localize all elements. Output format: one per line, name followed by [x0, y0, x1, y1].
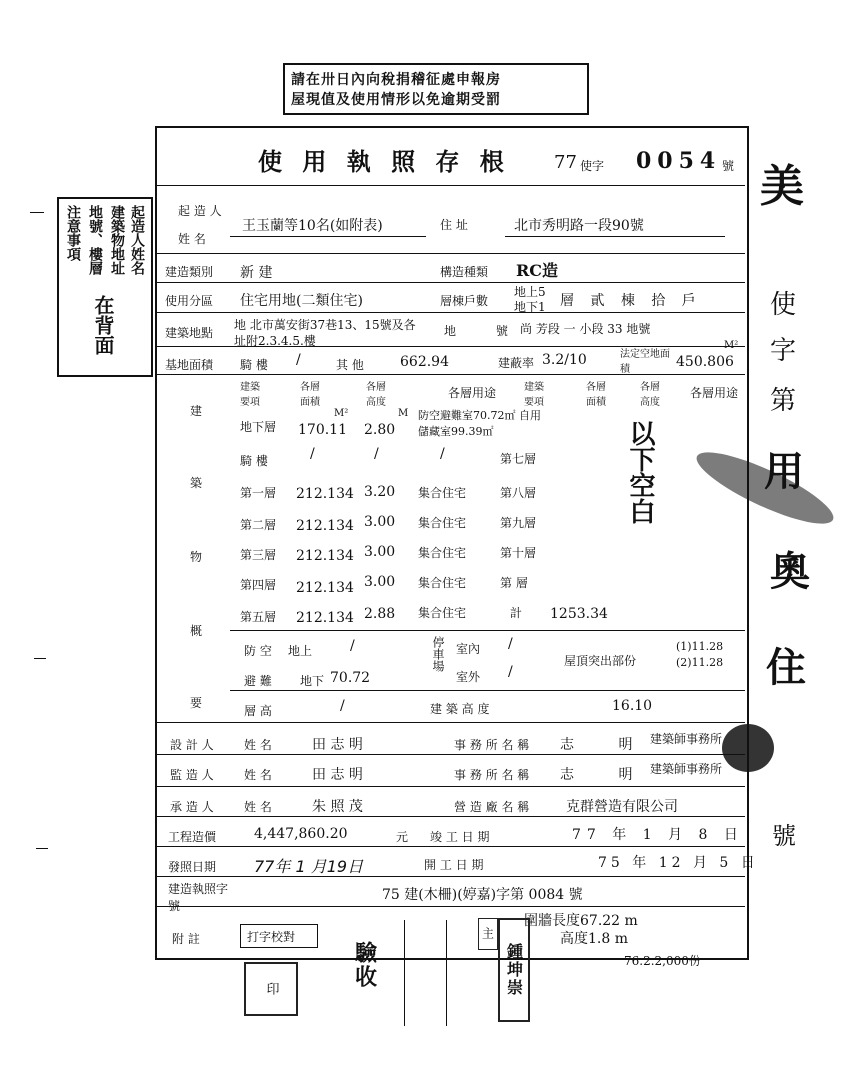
- site-addr-1: 地 北市萬安街37巷13、15號及各: [234, 318, 416, 332]
- designer-name: 田 志 明: [312, 737, 363, 753]
- row0-name: 地下層: [240, 420, 277, 434]
- form-title: 使 用 執 照 存 根: [258, 147, 510, 176]
- typed-check-box: [240, 924, 318, 948]
- side-label-3: 物: [190, 550, 203, 564]
- stamp-main-text: 主: [480, 927, 495, 941]
- shelter-above-value: /: [350, 638, 355, 654]
- roof-2: (2)11.28: [676, 656, 724, 669]
- start-date: 75 年 12 月 5 日: [598, 855, 759, 871]
- row6-name2: 計: [510, 606, 523, 620]
- left-notice: [57, 197, 153, 377]
- unit-height: M: [398, 408, 409, 419]
- contractor-firm: 克群營造有限公司: [566, 799, 678, 815]
- row1-use: /: [440, 446, 445, 462]
- row5-name: 第四層: [240, 578, 277, 592]
- ink-smudge-right-2: [722, 724, 774, 772]
- designer-name-label: 姓 名: [244, 738, 272, 752]
- row0-height: 2.80: [364, 422, 396, 438]
- row2-use: 集合住宅: [418, 486, 467, 500]
- right-edge-7: 住: [766, 644, 806, 691]
- owner-addr-label: 住 址: [440, 218, 468, 232]
- bldg-height-value: 16.10: [612, 698, 653, 714]
- wall-length: 圍牆長度67.22 m: [524, 913, 638, 929]
- done-date: 77 年 1 月 8 日: [572, 827, 744, 843]
- row0-area: 170.11: [298, 422, 347, 438]
- stamp-main: [478, 918, 498, 950]
- legal-label: 法定空地面積: [620, 349, 670, 375]
- row4-use: 集合住宅: [418, 546, 467, 560]
- supervisor-office: 志 明: [560, 767, 653, 783]
- bldg-height-label: 建 築 高 度: [430, 702, 490, 716]
- type-value: 新 建: [240, 265, 273, 281]
- stamp-seal-left-text: 印: [263, 981, 279, 997]
- print-note: 76.2.2,000份: [624, 954, 701, 968]
- site-addr-2: 址附2.3.4.5.樓: [234, 334, 316, 348]
- right-edge-4: 第: [770, 386, 797, 416]
- hdr-item-2: 建築要項: [524, 382, 544, 408]
- supervisor-title: 建築師事務所: [650, 762, 723, 776]
- right-edge-2: 使: [770, 290, 797, 320]
- row1-name2: 第七層: [500, 452, 537, 466]
- floors-label: 層棟戶數: [440, 294, 489, 308]
- contractor-firm-label: 營 造 廠 名 稱: [454, 800, 530, 814]
- row5-height: 3.00: [364, 574, 396, 590]
- supervisor-name: 田 志 明: [312, 767, 363, 783]
- park-label: 停車場: [431, 636, 445, 672]
- right-edge-6: 奧: [770, 548, 810, 595]
- bcr-label: 建蔽率: [498, 356, 535, 370]
- row6-height: 2.88: [364, 606, 396, 622]
- floors-below: 地下1: [514, 300, 546, 314]
- cost-value: 4,447,860.20: [254, 826, 348, 842]
- issue-date: 77年 1 月19日: [254, 857, 364, 876]
- designer-label: 設 計 人: [170, 738, 214, 752]
- row3-area: 212.134: [296, 518, 354, 534]
- shelter-above: 地上: [288, 644, 313, 658]
- side-label-5: 要: [190, 696, 203, 710]
- site-label: 建築地點: [165, 326, 214, 340]
- roof-label: 屋頂突出部份: [564, 654, 637, 668]
- cost-currency: 元: [396, 830, 409, 844]
- permit-number: 0054: [636, 148, 722, 174]
- hdr-use-1: 各層用途: [448, 386, 497, 400]
- stamp-name: [498, 918, 530, 1022]
- row0-use: 防空避難室70.72㎡ 自用儲藏室99.39㎡: [418, 409, 541, 438]
- permit-year: 77: [554, 152, 577, 173]
- designer-office-label: 事 務 所 名 稱: [454, 738, 530, 752]
- area-unit: M²: [724, 340, 739, 351]
- park-outdoor-value: /: [508, 664, 513, 680]
- right-edge-3: 字: [770, 336, 797, 366]
- hdr-area-2: 各層面積: [586, 382, 606, 408]
- row4-name2: 第十層: [500, 546, 537, 560]
- shelter-below: 地下: [300, 674, 325, 688]
- row1-name: 騎 樓: [240, 454, 268, 468]
- park-indoor-value: /: [508, 636, 513, 652]
- lot-value: 尚 芳段 一 小段 33 地號: [520, 322, 651, 336]
- floors-units: 層 貳 棟 拾 戶: [560, 293, 702, 309]
- side-label-4: 概: [190, 624, 203, 638]
- left-notice-col2: 建築物地址: [109, 205, 125, 275]
- stamp-inspect-text: 驗收: [351, 941, 378, 989]
- type-label: 建造類別: [165, 265, 214, 279]
- shelter-below-value: 70.72: [330, 670, 371, 686]
- row2-name2: 第八層: [500, 486, 537, 500]
- owner-label-2: 姓 名: [178, 232, 206, 246]
- row4-area: 212.134: [296, 548, 354, 564]
- owner-address: 北市秀明路一段90號: [514, 218, 644, 234]
- other-label: 其 他: [336, 358, 364, 372]
- supervisor-office-label: 事 務 所 名 稱: [454, 768, 530, 782]
- contractor-name: 朱 照 茂: [312, 799, 363, 815]
- zone-value: 住宅用地(二類住宅): [240, 293, 363, 309]
- notes-label: 附 註: [172, 932, 200, 946]
- arcade-label: 騎 樓: [240, 358, 268, 372]
- right-edge-5: 用: [764, 448, 804, 495]
- stamp-name-text: 鍾坤崇: [504, 943, 524, 997]
- supervisor-name-label: 姓 名: [244, 768, 272, 782]
- row3-name2: 第九層: [500, 516, 537, 530]
- supervisor-label: 監 造 人: [170, 768, 214, 782]
- hdr-height-2: 各層高度: [640, 382, 660, 408]
- designer-title: 建築師事務所: [650, 732, 723, 746]
- floor-height-label: 層 高: [244, 704, 272, 718]
- roof-1: (1)11.28: [676, 640, 724, 653]
- side-label-1: 建: [190, 404, 203, 418]
- row3-name: 第二層: [240, 518, 277, 532]
- designer-office: 志 明: [560, 737, 653, 753]
- left-notice-col5: 在背面: [91, 295, 115, 355]
- park-indoor: 室內: [456, 642, 481, 656]
- row2-height: 3.20: [364, 484, 396, 500]
- row3-height: 3.00: [364, 514, 396, 530]
- row2-area: 212.134: [296, 486, 354, 502]
- row2-name: 第一層: [240, 486, 277, 500]
- stamp-inspect: [340, 920, 390, 1010]
- arcade-value: /: [296, 352, 301, 368]
- done-label: 竣 工 日 期: [430, 830, 490, 844]
- hdr-use-2: 各層用途: [690, 386, 739, 400]
- lot-label: 地 號: [444, 324, 526, 338]
- notice-line-2: 屋現值及使用情形以免逾期受罰: [291, 92, 501, 108]
- stamp-seal-left: [244, 962, 298, 1016]
- permit-suffix: 號: [722, 159, 735, 173]
- start-label: 開 工 日 期: [424, 858, 484, 872]
- row5-area: 212.134: [296, 580, 354, 596]
- owner-label-1: 起 造 人: [178, 204, 222, 218]
- shelter-label-1: 防 空: [244, 644, 272, 658]
- hdr-height-1: 各層高度: [366, 382, 386, 408]
- row6-area: 212.134: [296, 610, 354, 626]
- struct-label: 構造種類: [440, 265, 489, 279]
- area-label: 基地面積: [165, 358, 214, 372]
- other-value: 662.94: [400, 354, 449, 370]
- row6-area2: 1253.34: [550, 606, 608, 622]
- blank-note: 以下空白: [625, 420, 655, 524]
- row1-area: /: [310, 446, 315, 462]
- left-notice-col1: 起造人姓名: [129, 205, 145, 275]
- struct-value: RC造: [516, 261, 559, 280]
- shelter-label-2: 避 難: [244, 674, 272, 688]
- floors-above: 地上5: [514, 285, 546, 299]
- row4-height: 3.00: [364, 544, 396, 560]
- row6-name: 第五層: [240, 610, 277, 624]
- owner-name: 王玉蘭等10名(如附表): [242, 218, 383, 234]
- right-edge-8: 號: [772, 822, 796, 850]
- row5-name2: 第 層: [500, 576, 528, 590]
- unit-area: M²: [334, 408, 349, 419]
- contractor-label: 承 造 人: [170, 800, 214, 814]
- contractor-name-label: 姓 名: [244, 800, 272, 814]
- row6-use: 集合住宅: [418, 606, 467, 620]
- row1-height: /: [374, 446, 379, 462]
- issue-label: 發照日期: [168, 860, 217, 874]
- left-notice-col3: 地號、樓層: [87, 205, 103, 275]
- legal-value: 450.806: [676, 354, 734, 370]
- permit-label: 建造執照字號: [168, 882, 229, 913]
- notice-box: [283, 63, 589, 115]
- hdr-area-1: 各層面積: [300, 382, 320, 408]
- zone-label: 使用分區: [165, 294, 214, 308]
- row5-use: 集合住宅: [418, 576, 467, 590]
- side-label-2: 築: [190, 476, 203, 490]
- hdr-item-1: 建築要項: [240, 382, 260, 408]
- bcr-value: 3.2/10: [542, 352, 587, 368]
- wall-height: 高度1.8 m: [560, 931, 628, 947]
- typed-check: 打字校對: [247, 930, 296, 944]
- notice-line-1: 請在卅日內向稅捐稽征處申報房: [291, 72, 501, 88]
- cost-label: 工程造價: [168, 830, 217, 844]
- park-outdoor: 室外: [456, 670, 481, 684]
- left-notice-col4: 注意事項: [65, 205, 81, 261]
- floor-height-value: /: [340, 698, 345, 714]
- permit-prefix: 使字: [580, 159, 605, 173]
- permit-text: 75 建(木柵)(婷嘉)字第 0084 號: [382, 887, 583, 903]
- row4-name: 第三層: [240, 548, 277, 562]
- right-edge-1: 美: [760, 161, 804, 212]
- row3-use: 集合住宅: [418, 516, 467, 530]
